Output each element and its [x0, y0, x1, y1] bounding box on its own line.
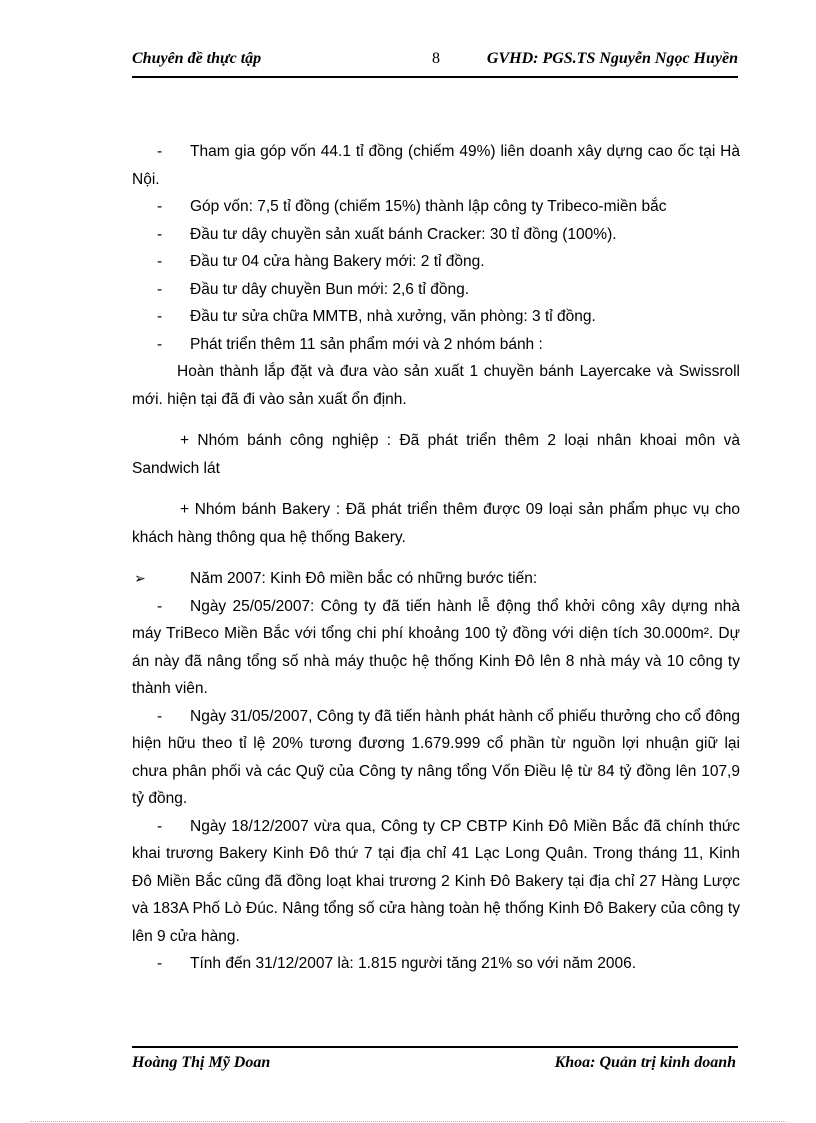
bullet-paragraph	[132, 813, 740, 951]
dash-marker: -	[157, 817, 163, 835]
page-number: 8	[432, 50, 440, 67]
arrow-icon: ➢	[134, 570, 146, 586]
page-footer	[132, 1054, 736, 1076]
arrow-paragraph	[132, 565, 740, 593]
dash-marker: -	[157, 707, 163, 725]
bullet-paragraph	[132, 303, 740, 331]
dash-marker: -	[157, 253, 163, 270]
document-body	[132, 138, 740, 978]
bullet-paragraph	[132, 593, 740, 703]
dash-marker: -	[157, 143, 163, 160]
dash-marker: -	[157, 955, 163, 972]
header-advisor: GVHD: PGS.TS Nguyễn Ngọc Huyền	[486, 50, 738, 67]
paragraph-text: Ngày 25/05/2007: Công ty đã tiến hành lễ động thổ khởi công xây dựng nhà máy TriBeco Miền Bắc với tổng chi phí khoảng 100 tỷ đồng với diện tích 30.000m². Dự án này đã nâng tổng số nhà máy thuộc hệ thống Kinh Đô lên 8 nhà máy và 10 công ty thành viên.	[132, 597, 740, 697]
paragraph-text: Phát triển thêm 11 sản phẩm mới và 2 nhóm bánh :	[190, 335, 543, 353]
dash-marker: -	[157, 597, 163, 615]
page-edge-divider	[30, 1121, 786, 1122]
paragraph-text: Tham gia góp vốn 44.1 tỉ đồng (chiếm 49%) liên doanh xây dựng cao ốc tại Hà Nội.	[132, 143, 740, 188]
footer-rule	[132, 1046, 738, 1048]
header-title: Chuyên đề thực tập	[132, 50, 262, 67]
bullet-paragraph	[132, 276, 740, 304]
paragraph-text: Tính đến 31/12/2007 là: 1.815 người tăng 21% so với năm 2006.	[190, 955, 637, 972]
paragraph-text: Đầu tư 04 cửa hàng Bakery mới: 2 tỉ đồng.	[190, 253, 485, 270]
footer-faculty: Khoa: Quản trị kinh doanh	[554, 1054, 736, 1071]
dash-marker: -	[157, 198, 163, 215]
dash-marker: -	[157, 225, 163, 243]
paragraph-text: Góp vốn: 7,5 tỉ đồng (chiếm 15%) thành lập công ty Tribeco-miền bắc	[190, 198, 667, 215]
dash-marker: -	[157, 308, 163, 325]
paragraph-text: Năm 2007: Kinh Đô miền bắc có những bước tiến:	[190, 570, 538, 587]
footer-author: Hoàng Thị Mỹ Doan	[132, 1054, 271, 1071]
header-rule	[132, 76, 738, 78]
bullet-paragraph	[132, 138, 740, 193]
paragraph-text: Ngày 31/05/2007, Công ty đã tiến hành phát hành cổ phiếu thưởng cho cổ đông hiện hữu theo tỉ lệ 20% tương đương 1.679.999 cổ phần từ nguồn lợi nhuận giữ lại chưa phân phối và các Quỹ của Công ty nâng tổng Vốn Điều lệ từ 84 tỷ đồng lên 107,9 tỷ đồng.	[132, 707, 740, 807]
plus-paragraph: + Nhóm bánh công nghiệp : Đã phát triển thêm 2 loại nhân khoai môn và Sandwich lát	[132, 432, 740, 477]
bullet-paragraph	[132, 950, 740, 978]
body-paragraph: Hoàn thành lắp đặt và đưa vào sản xuất 1 chuyền bánh Layercake và Swissroll mới. hiện tại đã đi vào sản xuất ổn định.	[132, 363, 740, 408]
bullet-paragraph	[132, 193, 740, 221]
plus-paragraph: + Nhóm bánh Bakery : Đã phát triển thêm được 09 loại sản phẩm phục vụ cho khách hàng thông qua hệ thống Bakery.	[132, 501, 740, 546]
bullet-paragraph	[132, 248, 740, 276]
bullet-paragraph	[132, 331, 740, 359]
paragraph-text: Đầu tư sửa chữa MMTB, nhà xưởng, văn phòng: 3 tỉ đồng.	[190, 308, 596, 325]
dash-marker: -	[157, 280, 163, 298]
paragraph-text: Đầu tư dây chuyền sản xuất bánh Cracker: 30 tỉ đồng (100%).	[190, 225, 617, 243]
paragraph-text: Đầu tư dây chuyền Bun mới: 2,6 tỉ đồng.	[190, 280, 470, 298]
bullet-paragraph	[132, 221, 740, 249]
page-header	[132, 50, 738, 76]
dash-marker: -	[157, 335, 163, 353]
bullet-paragraph	[132, 703, 740, 813]
paragraph-text: Ngày 18/12/2007 vừa qua, Công ty CP CBTP Kinh Đô Miền Bắc đã chính thức khai trương Bakery Kinh Đô thứ 7 tại địa chỉ 41 Lạc Long Quân. Trong tháng 11, Kinh Đô Miền Bắc cũng đã đồng loạt khai trương 2 Kinh Đô Bakery tại địa chỉ 27 Hàng Lược và 183A Phố Lò Đúc. Nâng tổng số cửa hàng toàn hệ thống Kinh Đô Bakery của công ty lên 9 cửa hàng.	[132, 817, 740, 945]
